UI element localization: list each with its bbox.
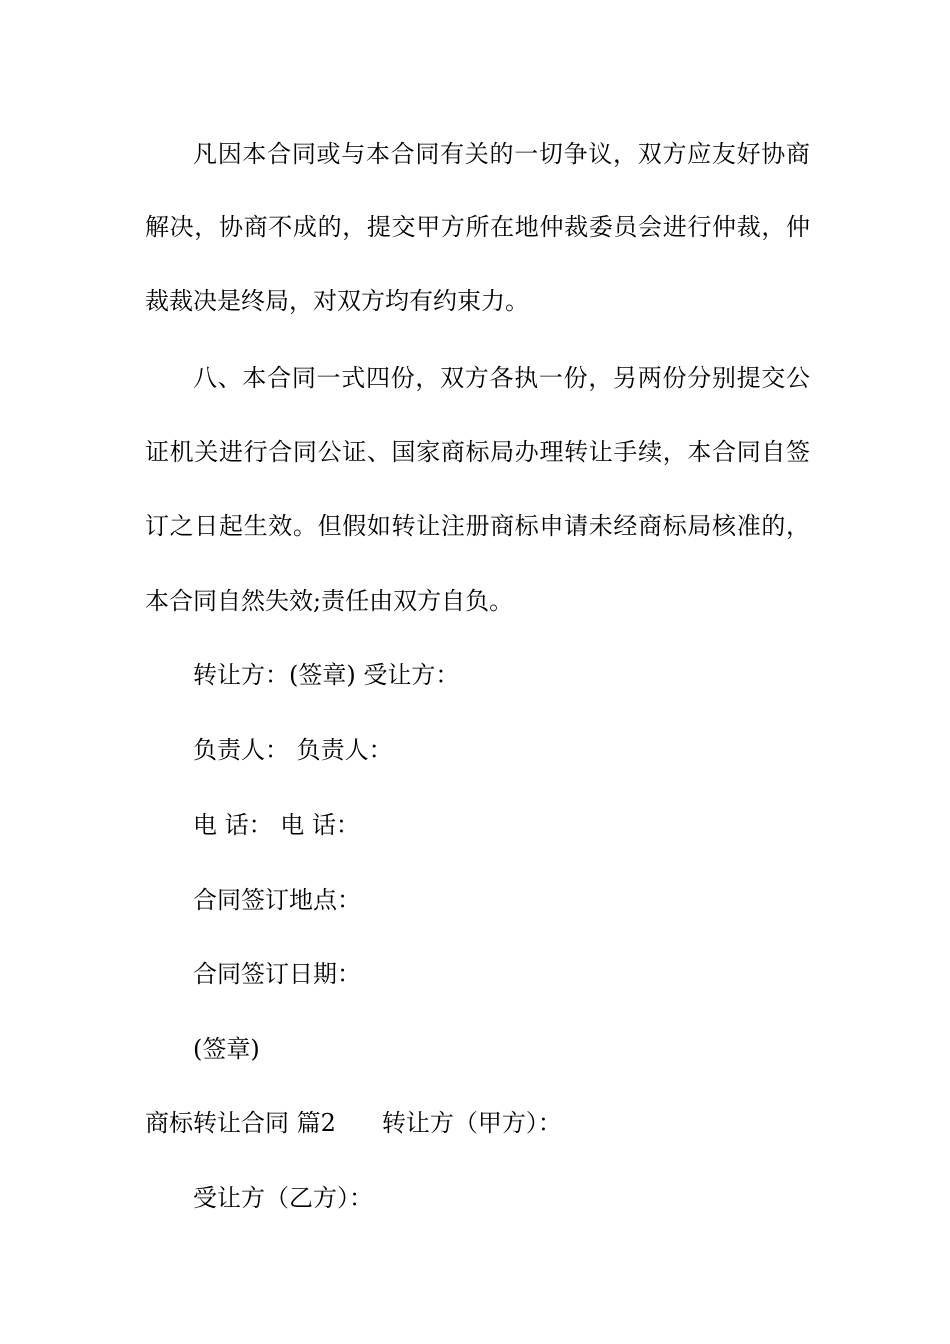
transferor-label: 转让方（甲方）： — [381, 1109, 562, 1137]
paragraph-line: 八、本合同一式四份，双方各执一份，另两份分别提交公 — [193, 364, 810, 392]
signature-line-transferor: 转让方：(签章) 受让方： — [193, 661, 460, 689]
paragraph-line: 订之日起生效。但假如转让注册商标申请未经商标局核准的， — [145, 512, 810, 540]
section-heading-line — [145, 1108, 810, 1138]
paragraph-line: 凡因本合同或与本合同有关的一切争议，双方应友好协商 — [193, 140, 810, 168]
signature-line-responsible: 负责人： 负责人： — [193, 736, 393, 764]
transferee-label: 受让方（乙方）： — [193, 1184, 373, 1212]
paragraph-line: 本合同自然失效;责任由双方自负。 — [145, 587, 514, 615]
paragraph-line: 裁裁决是终局，对双方均有约束力。 — [145, 287, 529, 315]
paragraph-line: 解决，协商不成的，提交甲方所在地仲裁委员会进行仲裁，仲 — [145, 213, 810, 241]
signature-line-seal: (签章) — [193, 1035, 260, 1063]
signature-line-phone: 电 话： 电 话： — [193, 811, 360, 839]
paragraph-line: 证机关进行合同公证、国家商标局办理转让手续，本合同自签 — [145, 438, 810, 466]
signature-line-date: 合同签订日期： — [193, 960, 361, 988]
section-heading: 商标转让合同 篇2 — [145, 1109, 336, 1137]
signature-line-place: 合同签订地点： — [193, 886, 361, 914]
